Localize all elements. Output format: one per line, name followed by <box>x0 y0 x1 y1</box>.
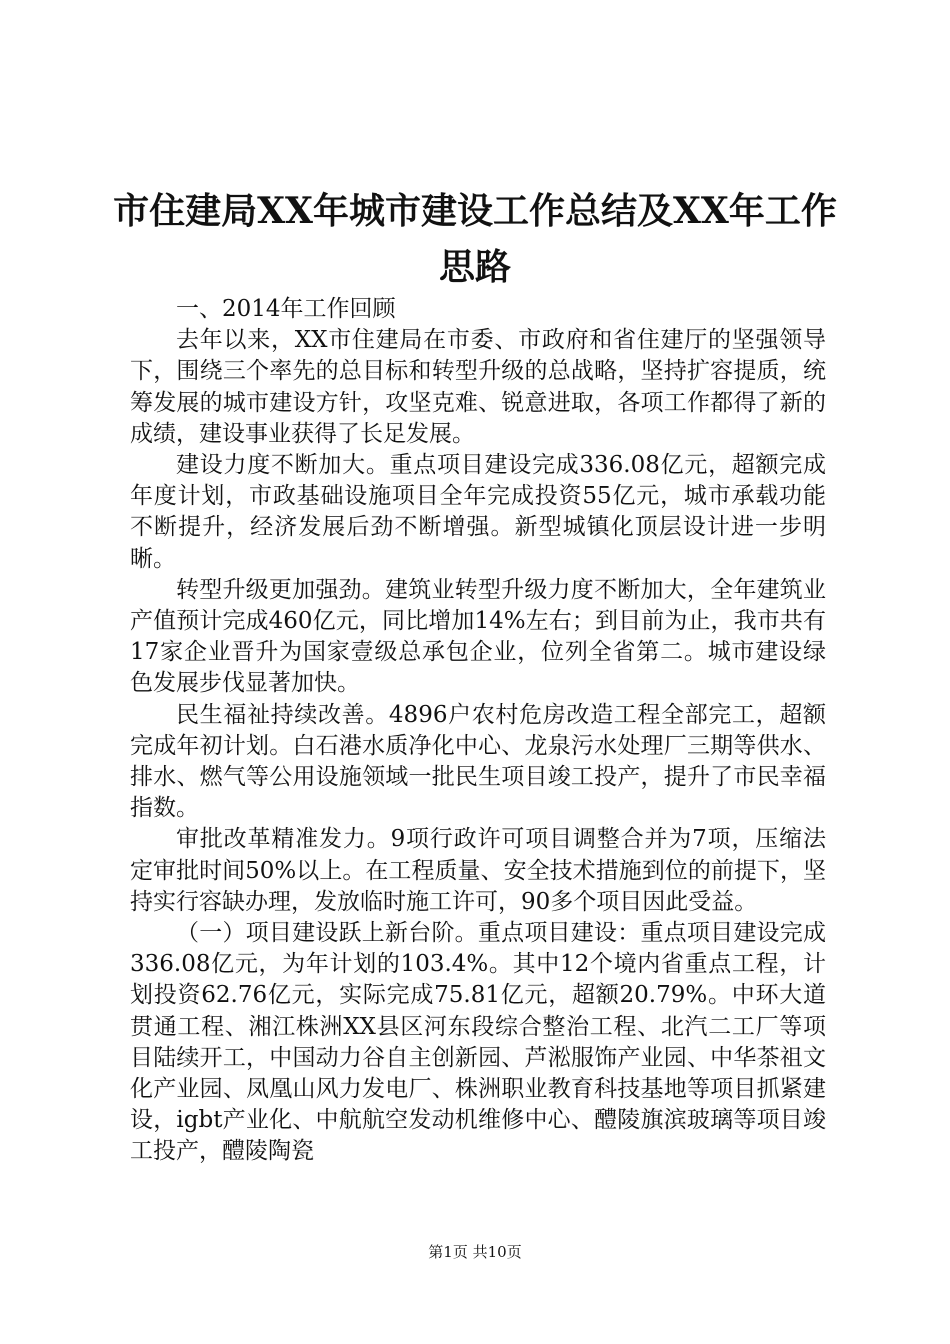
document-title: 市住建局XX年城市建设工作总结及XX年工作思路 <box>113 190 837 288</box>
body-paragraph: （一）项目建设跃上新台阶。重点项目建设：重点项目建设完成336.08亿元，为年计划的103.4%。其中12个境内省重点工程，计划投资62.76亿元，实际完成75.81亿元，超额20.79%。中环大道贯通工程、湘江株洲XX县区河东段综合整治工程、北汽二工厂等项目陆续开工，中国动力谷自主创新园、芦淞服饰产业园、中华茶祖文化产业园、凤凰山风力发电厂、株洲职业教育科技基地等项目抓紧建设，igbt产业化、中航航空发动机维修中心、醴陵旗滨玻璃等项目竣工投产，醴陵陶瓷 <box>130 920 826 1165</box>
body-paragraph: 转型升级更加强劲。建筑业转型升级力度不断加大，全年建筑业产值预计完成460亿元，同比增加14%左右；到目前为止，我市共有17家企业晋升为国家壹级总承包企业，位列全省第二。城市建设绿色发展步伐显著加快。 <box>130 576 826 697</box>
page-number-footer: 第1页 共10页 <box>428 1243 522 1261</box>
document-body <box>130 294 826 1168</box>
section-heading: 一、2014年工作回顾 <box>176 296 396 322</box>
body-paragraph: 去年以来，XX市住建局在市委、市政府和省住建厅的坚强领导下，围绕三个率先的总目标和转型升级的总战略，坚持扩容提质，统筹发展的城市建设方针，攻坚克难、锐意进取，各项工作都得了新的成绩，建设事业获得了长足发展。 <box>130 327 826 447</box>
body-paragraph: 建设力度不断加大。重点项目建设完成336.08亿元，超额完成年度计划，市政基础设施项目全年完成投资55亿元，城市承载功能不断提升，经济发展后劲不断增强。新型城镇化顶层设计进一步明晰。 <box>130 452 826 572</box>
body-paragraph: 审批改革精准发力。9项行政许可项目调整合并为7项，压缩法定审批时间50%以上。在工程质量、安全技术措施到位的前提下，坚持实行容缺办理，发放临时施工许可，90多个项目因此受益。 <box>130 826 826 915</box>
body-paragraph: 民生福祉持续改善。4896户农村危房改造工程全部完工，超额完成年初计划。白石港水质净化中心、龙泉污水处理厂三期等供水、排水、燃气等公用设施领域一批民生项目竣工投产，提升了市民幸福指数。 <box>130 701 826 822</box>
